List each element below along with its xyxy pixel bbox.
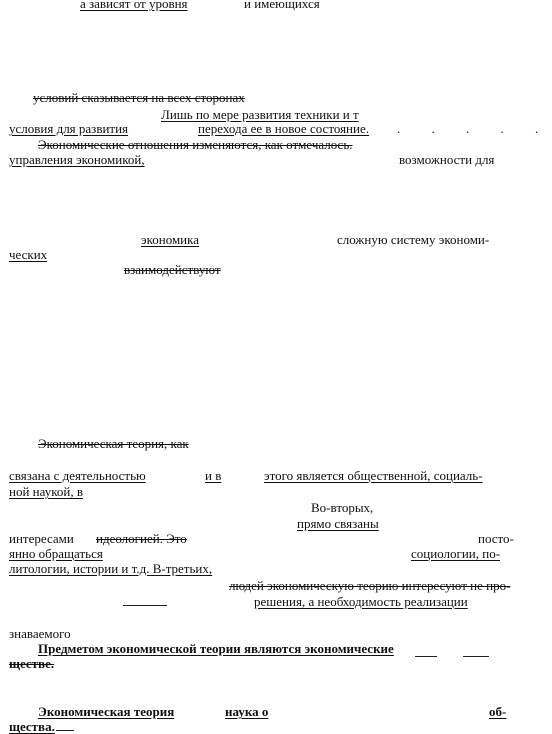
text-line: янно обращаться	[9, 546, 103, 561]
text-line: знаваемого	[9, 626, 71, 641]
text-line: наука о	[225, 704, 269, 719]
text-line: и в	[205, 468, 222, 483]
text-line: этого является общественной, социаль-	[264, 468, 483, 483]
text-line: экономика	[141, 232, 200, 247]
underline-mark	[56, 730, 74, 731]
text-line: перехода ее в новое состояние.	[198, 121, 369, 136]
text-line: условия для развития	[9, 121, 129, 136]
text-line: литологии, истории и т.д. В-третьих,	[9, 561, 213, 576]
text-line: щества.	[9, 719, 55, 734]
text-line: Лишь по мере развития техники и т	[161, 107, 359, 122]
text-line: социологии, по-	[411, 546, 501, 561]
text-line: и имеющихся	[244, 0, 320, 11]
text-line: условий сказывается на всех сторонах	[33, 90, 245, 105]
text-line: ной наукой, в	[9, 484, 83, 499]
text-line: об-	[489, 704, 507, 719]
text-line: сложную систему экономи-	[337, 232, 490, 247]
underline-mark	[123, 605, 167, 606]
text-line: Экономические отношения изменяются, как отмечалось.	[38, 137, 353, 152]
text-line: Предметом экономической теории являются экономические	[38, 641, 394, 656]
text-line: посто-	[478, 531, 514, 546]
underline-mark	[463, 656, 489, 657]
text-line: Экономическая теория	[38, 704, 175, 719]
text-line: управления экономикой,	[9, 152, 145, 167]
text-line: ческих	[9, 247, 48, 262]
text-line: интересами	[9, 531, 74, 546]
text-line: а зависят от уровня	[80, 0, 188, 11]
dotted-mark: . . . . .	[397, 121, 552, 136]
text-line: ществе.	[9, 656, 55, 671]
underline-mark	[415, 656, 437, 657]
text-line: идеологией. Это	[96, 531, 187, 546]
text-line: возможности для	[399, 152, 495, 167]
text-line: Во-вторых,	[311, 500, 374, 515]
text-line: связана с деятельностью	[9, 468, 146, 483]
text-line: взаимодействуют	[124, 262, 221, 277]
text-line: Экономическая теория, как	[38, 436, 189, 451]
text-line: решения, а необходимость реализации	[254, 594, 468, 609]
text-line: людей экономическую теорию интересуют не про-	[229, 578, 511, 593]
text-line: прямо связаны	[297, 516, 379, 531]
